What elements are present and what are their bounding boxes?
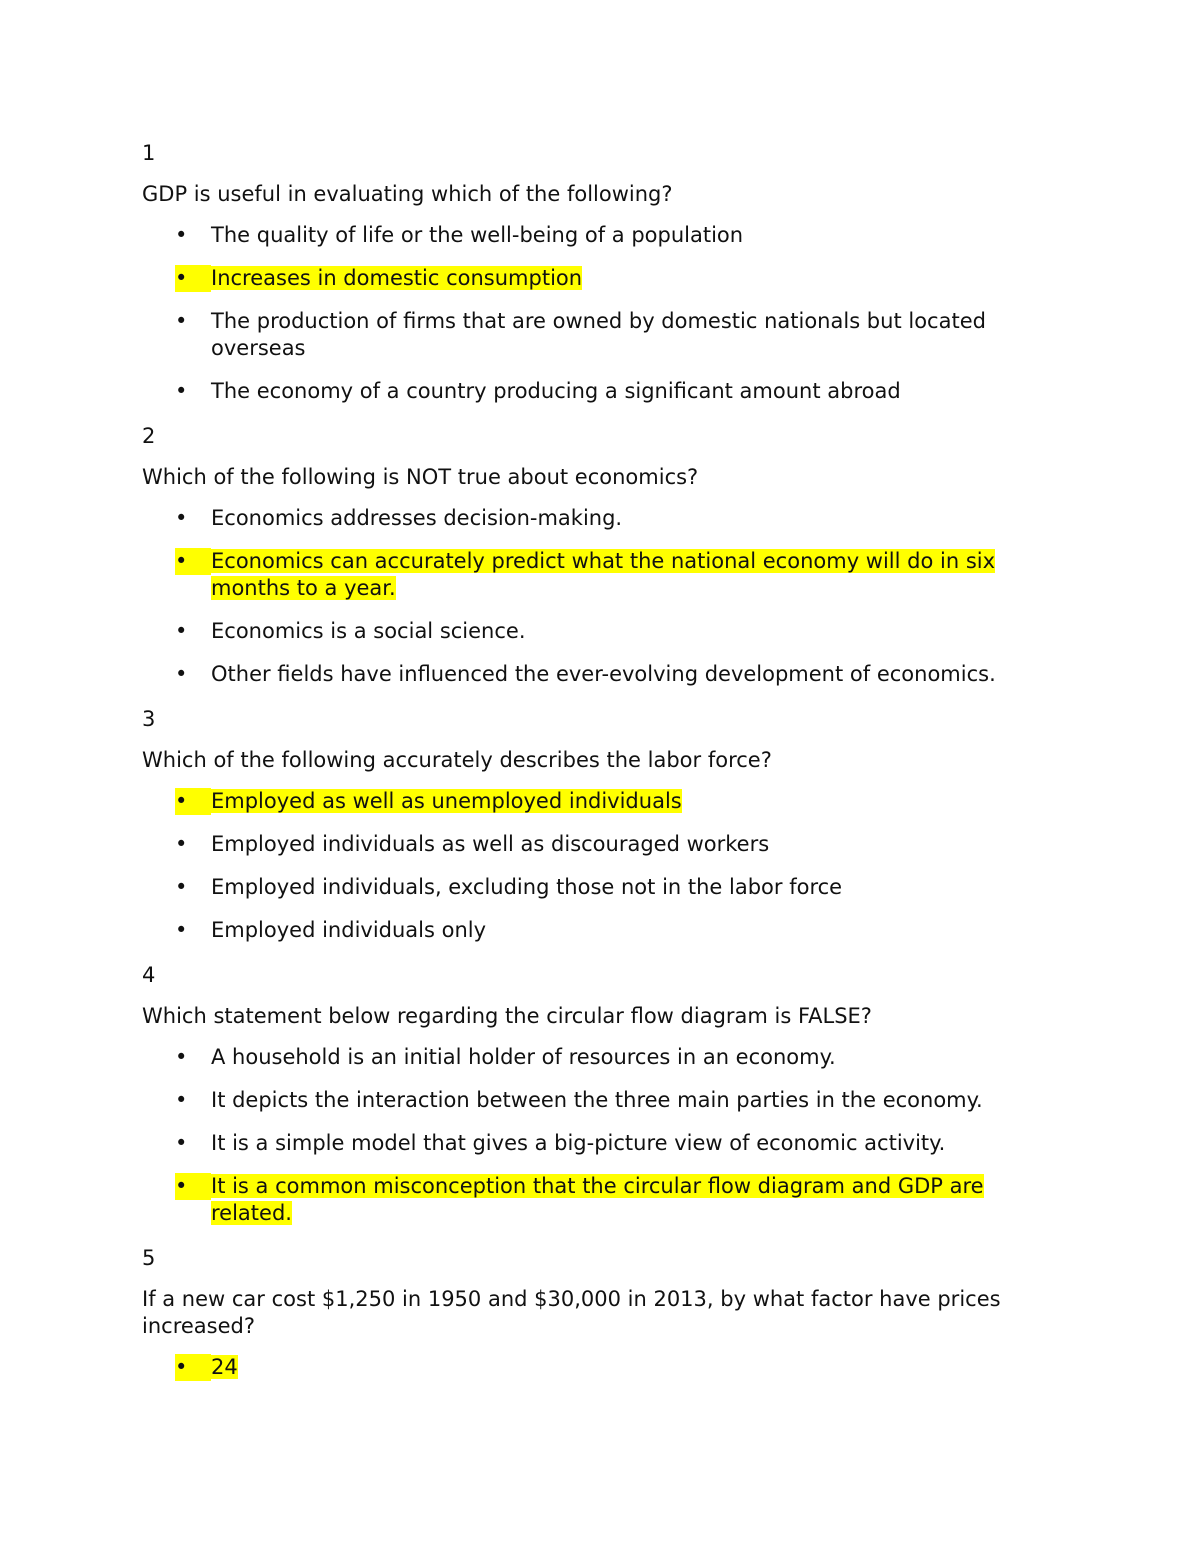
- option-text: Employed individuals only: [211, 918, 487, 942]
- bullet-icon: •: [175, 875, 188, 899]
- option-text: It depicts the interaction between the three main parties in the economy.: [211, 1088, 983, 1112]
- option-text: A household is an initial holder of resources in an economy.: [211, 1045, 836, 1069]
- answer-option: [142, 222, 1031, 249]
- question-number: 1: [142, 141, 156, 165]
- option-text: Economics can accurately predict what the national economy will do in six months to a year.: [211, 549, 996, 600]
- question-block: [142, 704, 1042, 944]
- question-block: [142, 138, 1042, 405]
- option-text: Employed individuals, excluding those not in the labor force: [211, 875, 843, 899]
- answer-option: [142, 831, 1031, 858]
- answer-option: [142, 917, 1031, 944]
- bullet-icon: •: [175, 832, 188, 856]
- bullet-icon: •: [175, 1354, 211, 1381]
- option-text: It is a common misconception that the circular flow diagram and GDP are related.: [211, 1174, 984, 1225]
- answer-option: [142, 618, 1031, 645]
- answer-option-highlighted: [142, 1354, 1031, 1381]
- bullet-icon: •: [175, 1173, 211, 1200]
- bullet-icon: •: [175, 223, 188, 247]
- question-number: 2: [142, 424, 156, 448]
- option-text: The quality of life or the well-being of a population: [211, 223, 744, 247]
- option-text: The production of firms that are owned by domestic nationals but located overseas: [211, 309, 986, 360]
- answer-option: [142, 661, 1031, 688]
- option-text: Economics is a social science.: [211, 619, 526, 643]
- bullet-icon: •: [175, 1088, 188, 1112]
- bullet-icon: •: [175, 309, 188, 333]
- answer-option: [142, 1087, 1031, 1114]
- answer-option: [142, 1130, 1031, 1157]
- bullet-icon: •: [175, 662, 188, 686]
- question-number: 4: [142, 963, 156, 987]
- answer-option: [142, 378, 1031, 405]
- option-text: It is a simple model that gives a big-picture view of economic activity.: [211, 1131, 946, 1155]
- option-text: 24: [211, 1355, 238, 1379]
- answer-options: [142, 1354, 1042, 1381]
- question-block: [142, 421, 1042, 688]
- bullet-icon: •: [175, 1045, 188, 1069]
- answer-option-highlighted: [142, 265, 1031, 292]
- option-text: Economics addresses decision-making.: [211, 506, 623, 530]
- answer-option: [142, 1044, 1031, 1071]
- bullet-icon: •: [175, 506, 188, 530]
- answer-options: [142, 222, 1042, 405]
- question-text: Which of the following is NOT true about economics?: [142, 465, 699, 489]
- bullet-icon: •: [175, 619, 188, 643]
- answer-option-highlighted: [142, 1173, 1031, 1227]
- question-list: [142, 138, 1042, 1397]
- answer-option-highlighted: [142, 548, 1031, 602]
- question-block: [142, 960, 1042, 1227]
- bullet-icon: •: [175, 265, 211, 292]
- question-block: [142, 1243, 1042, 1381]
- option-text: The economy of a country producing a significant amount abroad: [211, 379, 901, 403]
- option-text: Employed individuals as well as discouraged workers: [211, 832, 770, 856]
- question-number: 3: [142, 707, 156, 731]
- answer-options: [142, 788, 1042, 944]
- answer-option-highlighted: [142, 788, 1031, 815]
- bullet-icon: •: [175, 788, 211, 815]
- bullet-icon: •: [175, 918, 188, 942]
- answer-options: [142, 1044, 1042, 1227]
- bullet-icon: •: [175, 379, 188, 403]
- question-text: Which of the following accurately describes the labor force?: [142, 748, 772, 772]
- option-text: Increases in domestic consumption: [211, 266, 583, 290]
- option-text: Other fields have influenced the ever-evolving development of economics.: [211, 662, 996, 686]
- question-text: GDP is useful in evaluating which of the following?: [142, 182, 673, 206]
- bullet-icon: •: [175, 1131, 188, 1155]
- question-number: 5: [142, 1246, 156, 1270]
- answer-option: [142, 874, 1031, 901]
- option-text: Employed as well as unemployed individuals: [211, 789, 682, 813]
- question-text: If a new car cost $1,250 in 1950 and $30,000 in 2013, by what factor have prices increased?: [142, 1287, 1001, 1338]
- answer-option: [142, 308, 1031, 362]
- bullet-icon: •: [175, 548, 211, 575]
- answer-options: [142, 505, 1042, 688]
- answer-option: [142, 505, 1031, 532]
- question-text: Which statement below regarding the circular flow diagram is FALSE?: [142, 1004, 872, 1028]
